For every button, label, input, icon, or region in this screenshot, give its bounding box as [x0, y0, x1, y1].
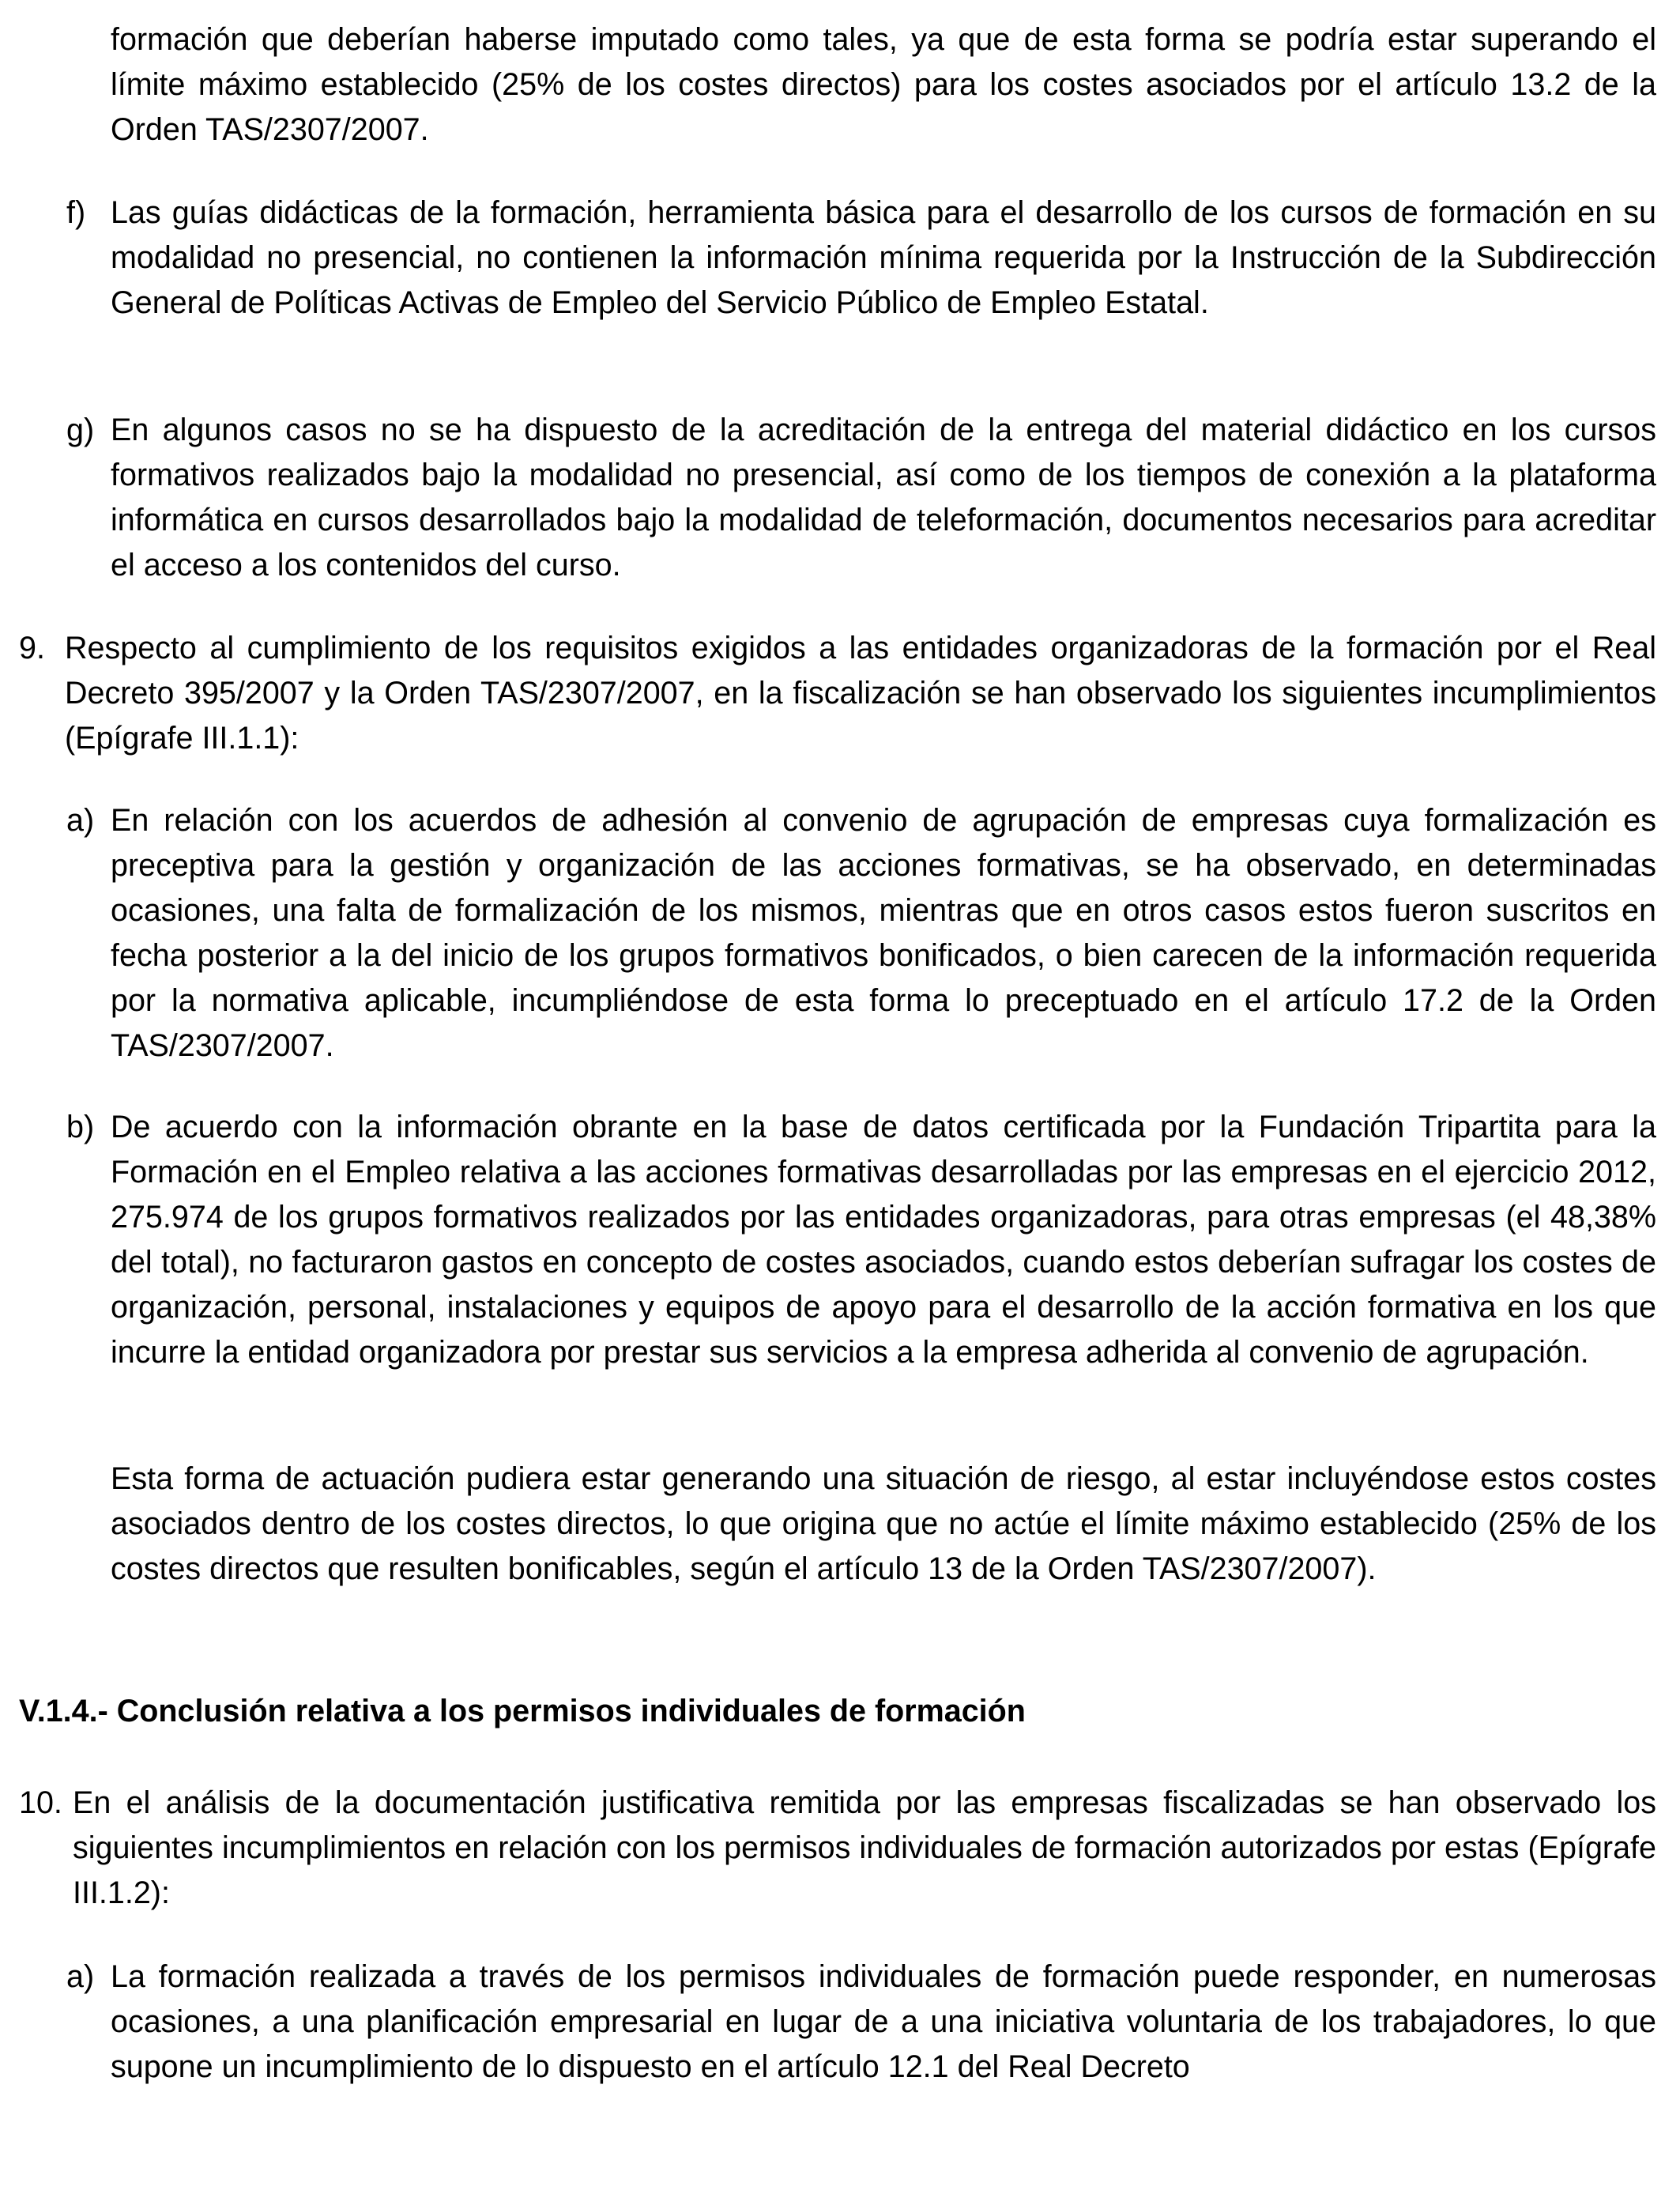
- list-item-text: En el análisis de la documentación justificativa remitida por las empresas fiscalizadas se han observado los siguientes incumplimientos en relación con los permisos individuales de formación autorizados por estas (Epígrafe III.1.2):: [73, 1785, 1656, 1910]
- paragraph-text: formación que deberían haberse imputado como tales, ya que de esta forma se podría estar superando el límite máximo establecido (25% de los costes directos) para los costes asociados por el artículo 13.2 de la Orden TAS/2307/2007.: [111, 22, 1656, 147]
- list-item-9a: [66, 798, 1656, 1069]
- list-label: f): [66, 195, 86, 230]
- list-item-9b-paragraph: [111, 1457, 1656, 1592]
- list-item-text: Las guías didácticas de la formación, herramienta básica para el desarrollo de los cursos de formación en su modalidad no presencial, no contienen la información mínima requerida por la Instrucción de la Subdirección General de Políticas Activas de Empleo del Servicio Público de Empleo Estatal.: [111, 195, 1656, 320]
- list-label: 10.: [19, 1785, 62, 1820]
- list-label: a): [66, 803, 95, 838]
- list-item-text: En algunos casos no se ha dispuesto de la acreditación de la entrega del material didáctico en los cursos formativos realizados bajo la modalidad no presencial, así como de los tiempos de conexión a la plataforma informática en cursos desarrollados bajo la modalidad de teleformación, documentos necesarios para acreditar el acceso a los contenidos del curso.: [111, 413, 1656, 582]
- list-item-text: En relación con los acuerdos de adhesión al convenio de agrupación de empresas cuya formalización es preceptiva para la gestión y organización de las acciones formativas, se ha observado, en determinadas ocasiones, una falta de formalización de los mismos, mientras que en otros casos estos fueron suscritos en fecha posterior a la del inicio de los grupos formativos bonificados, o bien carecen de la información requerida por la normativa aplicable, incumpliéndose de esta forma lo preceptuado en el artículo 17.2 de la Orden TAS/2307/2007.: [111, 803, 1656, 1063]
- list-item-10a: [66, 1955, 1656, 2090]
- list-item-g: [66, 408, 1656, 588]
- list-item-f: [66, 190, 1656, 326]
- section-heading: V.1.4.- Conclusión relativa a los permisos individuales de formación: [19, 1694, 1026, 1728]
- list-item-9b: [66, 1105, 1656, 1375]
- list-label: 9.: [19, 631, 45, 665]
- list-item-text: La formación realizada a través de los permisos individuales de formación puede responder, en numerosas ocasiones, a una planificación empresarial en lugar de a una iniciativa voluntaria de los trabajadores, lo que supone un incumplimiento de lo dispuesto en el artículo 12.1 del Real Decreto: [111, 1959, 1656, 2084]
- list-label: a): [66, 1959, 95, 1994]
- numbered-item-9: [19, 626, 1656, 761]
- list-label: b): [66, 1110, 95, 1144]
- list-item-text: De acuerdo con la información obrante en la base de datos certificada por la Fundación Tripartita para la Formación en el Empleo relativa a las acciones formativas desarrolladas por las empresas en el ejercicio 2012, 275.974 de los grupos formativos realizados por las entidades organizadoras, para otras empresas (el 48,38% del total), no facturaron gastos en concepto de costes asociados, cuando estos deberían sufragar los costes de organización, personal, instalaciones y equipos de apoyo para el desarrollo de la acción formativa en los que incurre la entidad organizadora por prestar sus servicios a la empresa adherida al convenio de agrupación.: [111, 1110, 1656, 1370]
- paragraph-text: Esta forma de actuación pudiera estar generando una situación de riesgo, al estar incluyéndose estos costes asociados dentro de los costes directos, lo que origina que no actúe el límite máximo establecido (25% de los costes directos que resulten bonificables, según el artículo 13 de la Orden TAS/2307/2007).: [111, 1461, 1656, 1586]
- list-item-text: Respecto al cumplimiento de los requisitos exigidos a las entidades organizadoras de la formación por el Real Decreto 395/2007 y la Orden TAS/2307/2007, en la fiscalización se han observado los siguientes incumplimientos (Epígrafe III.1.1):: [65, 631, 1656, 756]
- list-label: g): [66, 413, 95, 447]
- list-item-continuation: [111, 17, 1656, 153]
- numbered-item-10: [19, 1781, 1656, 1916]
